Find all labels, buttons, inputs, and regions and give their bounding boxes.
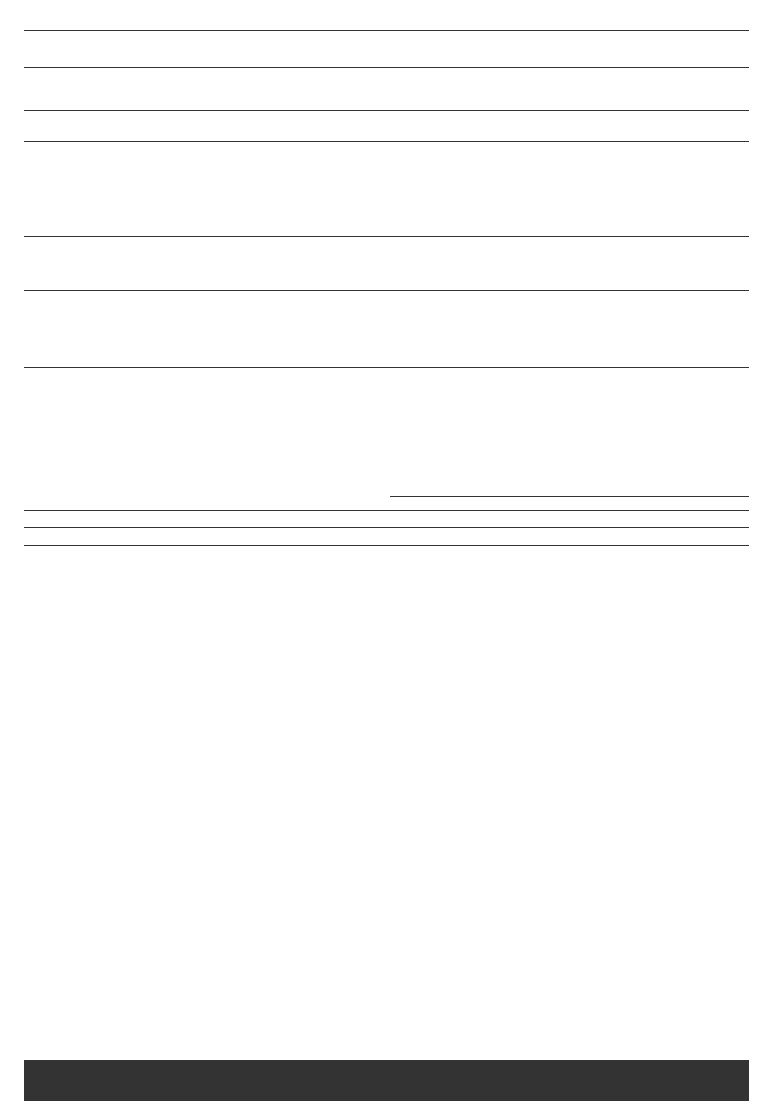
line [24,141,749,142]
line [24,367,749,368]
line [24,1066,749,1067]
line [24,1060,749,1061]
line [24,1074,749,1075]
line [24,1067,749,1068]
line [24,1084,749,1085]
line [24,1065,749,1066]
line [24,1085,749,1086]
line [24,1072,749,1073]
line [24,527,749,528]
line [24,1081,749,1082]
line [24,1078,749,1079]
line [24,1061,749,1062]
line [24,67,749,68]
line [24,1068,749,1069]
line [24,1071,749,1072]
line [24,545,749,546]
line [24,1062,749,1063]
line [24,110,749,111]
line [24,1070,749,1071]
line [24,1073,749,1074]
line [24,1079,749,1080]
line [24,1087,749,1088]
line [24,1064,749,1065]
line [24,1077,749,1078]
line [24,1069,749,1070]
line [24,1063,749,1064]
line [24,236,749,237]
line [24,1075,749,1076]
line [24,510,749,511]
line [24,30,749,31]
line [390,496,749,497]
line [24,290,749,291]
line [24,1083,749,1084]
line [24,1080,749,1081]
